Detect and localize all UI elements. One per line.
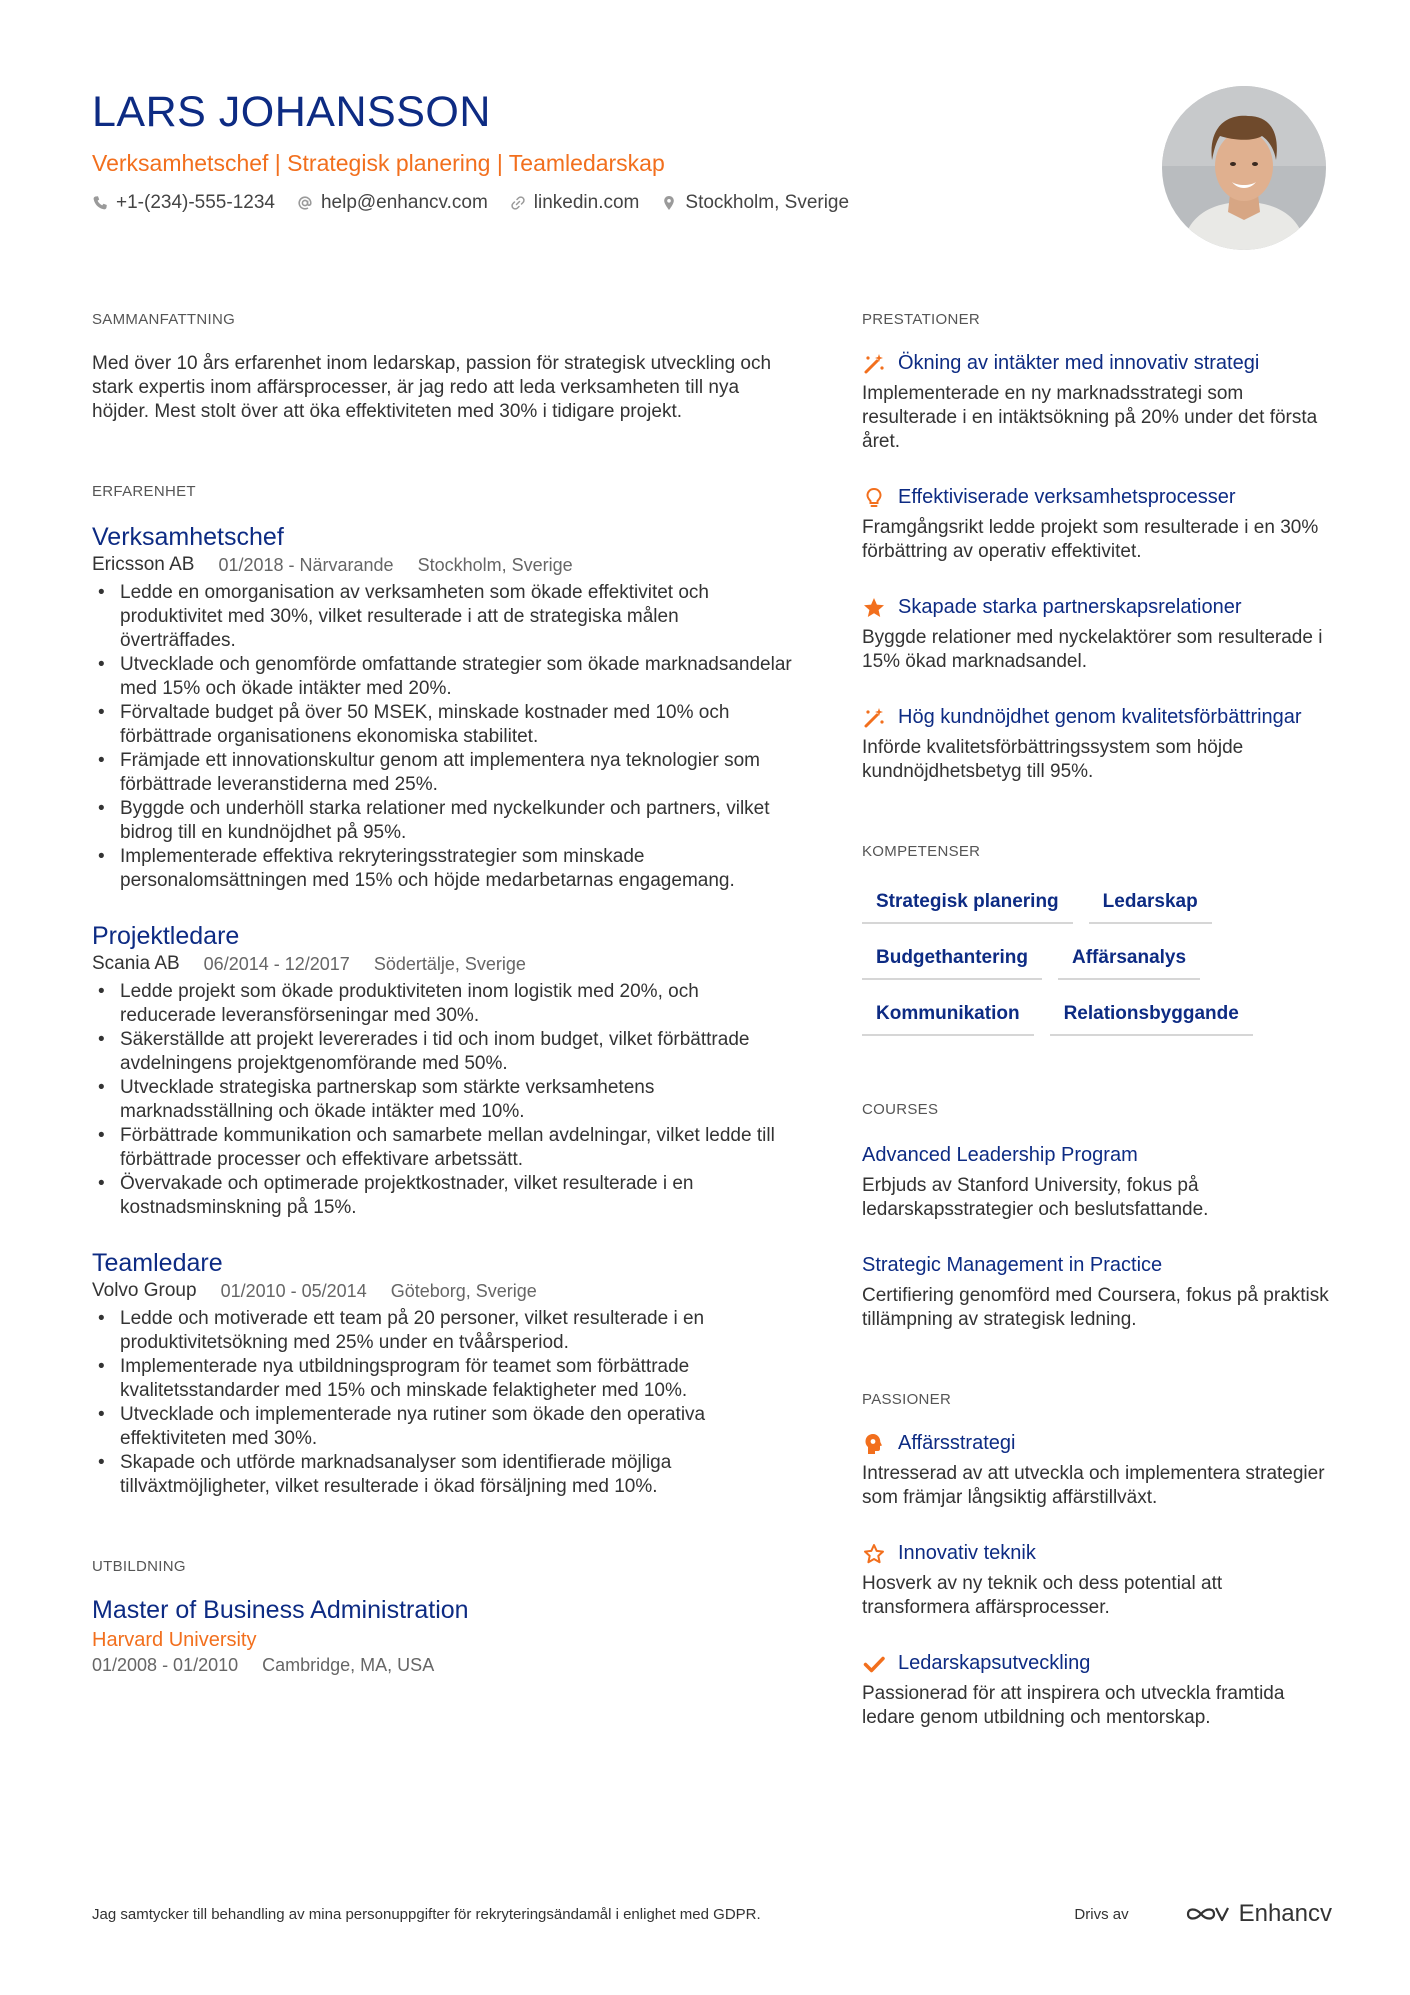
contact-location bbox=[661, 190, 849, 216]
course-desc: Certifiering genomförd med Coursera, fokus på praktisk tillämpning av strategisk ledning. bbox=[862, 1285, 1329, 1330]
job-date: 01/2010 - 05/2014 bbox=[220, 1281, 367, 1301]
achievement-item bbox=[862, 350, 1332, 454]
job-company: Ericsson AB bbox=[92, 554, 195, 575]
job-bullets bbox=[92, 980, 792, 1220]
passion-title: Ledarskapsutveckling bbox=[898, 1652, 1091, 1674]
experience-heading: ERFARENHET bbox=[92, 483, 196, 500]
job-company: Volvo Group bbox=[92, 1280, 197, 1301]
job-bullet: • Implementerade effektiva rekryteringsstrategier som minskade personalomsättningen med 15% och höjde medarbetarnas engagemang. bbox=[92, 845, 792, 893]
job-bullets bbox=[92, 1307, 792, 1499]
course-title: Strategic Management in Practice bbox=[862, 1254, 1163, 1276]
passions-heading: PASSIONER bbox=[862, 1391, 952, 1408]
phone-icon bbox=[92, 195, 108, 211]
passion-desc: Intresserad av att utveckla och implementera strategier som främjar långsiktig affärstillväxt. bbox=[862, 1463, 1325, 1508]
footer bbox=[92, 1900, 1332, 1928]
job-location: Göteborg, Sverige bbox=[390, 1281, 537, 1301]
contact-row bbox=[92, 190, 1172, 216]
job-bullet: • Skapade och utförde marknadsanalyser som identifierade möjliga tillväxtmöjligheter, vilket resulterade i ökad försäljning med 10%. bbox=[92, 1451, 792, 1499]
job-location: Södertälje, Sverige bbox=[373, 954, 526, 974]
lightbulb-icon bbox=[862, 486, 886, 510]
job-location: Stockholm, Sverige bbox=[417, 555, 573, 575]
course-item bbox=[862, 1142, 1332, 1222]
job-bullet: • Förbättrade kommunikation och samarbete mellan avdelningar, vilket ledde till förbättrade processer och effektivare arbetssätt. bbox=[92, 1124, 792, 1172]
brand-logo[interactable] bbox=[1185, 1900, 1332, 1928]
passion-desc: Passionerad för att inspirera och utveckla framtida ledare genom utbildning och mentorskap. bbox=[862, 1683, 1285, 1728]
email-text: help@enhancv.com bbox=[320, 192, 488, 213]
enhancv-logo-icon bbox=[1185, 1902, 1231, 1926]
passion-title: Affärsstrategi bbox=[898, 1432, 1016, 1454]
checkmark-icon bbox=[862, 1652, 886, 1676]
job-bullet: • Förvaltade budget på över 50 MSEK, minskade kostnader med 10% och förbättrade organisationens ekonomiska stabilitet. bbox=[92, 701, 792, 749]
candidate-name: LARS JOHANSSON bbox=[92, 88, 491, 136]
star-outline-icon bbox=[862, 1542, 886, 1566]
right-column bbox=[862, 310, 1332, 1730]
job-entry bbox=[92, 1248, 792, 1499]
resume-header bbox=[92, 84, 1172, 216]
passion-item bbox=[862, 1540, 1332, 1620]
job-meta bbox=[92, 553, 792, 577]
location-pin-icon bbox=[661, 195, 677, 211]
education-meta bbox=[92, 1653, 792, 1677]
gdpr-consent: Jag samtycker till behandling av mina personuppgifter för rekryteringsändamål i enlighet med GDPR. bbox=[92, 1905, 761, 1923]
job-bullet: • Utvecklade och implementerade nya rutiner som ökade den operativa effektiviteten med 30%. bbox=[92, 1403, 792, 1451]
job-bullet: • Övervakade och optimerade projektkostnader, vilket resulterade i en kostnadsminskning på 15%. bbox=[92, 1172, 792, 1220]
job-meta bbox=[92, 952, 792, 976]
achievement-title: Skapade starka partnerskapsrelationer bbox=[898, 596, 1242, 618]
job-bullet: • Byggde och underhöll starka relationer med nyckelkunder och partners, vilket bidrog till en kundnöjdhet på 95%. bbox=[92, 797, 792, 845]
wand-icon bbox=[862, 706, 886, 730]
achievement-item bbox=[862, 484, 1332, 564]
candidate-subtitle: Verksamhetschef | Strategisk planering | Teamledarskap bbox=[92, 150, 665, 176]
skill-tag: Budgethantering bbox=[862, 940, 1042, 980]
job-bullet: • Utvecklade och genomförde omfattande strategier som ökade marknadsandelar med 15% och ökade intäkter med 20%. bbox=[92, 653, 792, 701]
passion-desc: Hosverk av ny teknik och dess potential att transformera affärsprocesser. bbox=[862, 1573, 1223, 1618]
brand-name: Enhancv bbox=[1238, 1900, 1332, 1927]
job-title: Verksamhetschef bbox=[92, 523, 284, 551]
course-desc: Erbjuds av Stanford University, fokus på ledarskapsstrategier och beslutsfattande. bbox=[862, 1175, 1209, 1220]
job-bullet: • Utvecklade strategiska partnerskap som stärkte verksamhetens marknadsställning och ökade intäkter med 10%. bbox=[92, 1076, 792, 1124]
contact-email[interactable] bbox=[297, 190, 488, 216]
job-bullets bbox=[92, 581, 792, 893]
job-date: 01/2018 - Närvarande bbox=[218, 555, 394, 575]
achievements-heading: PRESTATIONER bbox=[862, 311, 981, 328]
achievement-desc: Införde kvalitetsförbättringssystem som höjde kundnöjdhetsbetyg till 95%. bbox=[862, 737, 1244, 782]
summary-heading: SAMMANFATTNING bbox=[92, 311, 236, 328]
achievement-title: Effektiviserade verksamhetsprocesser bbox=[898, 486, 1236, 508]
profile-photo bbox=[1162, 86, 1326, 250]
passion-item bbox=[862, 1650, 1332, 1730]
at-icon bbox=[297, 195, 313, 211]
achievement-desc: Byggde relationer med nyckelaktörer som resulterade i 15% ökad marknadsandel. bbox=[862, 627, 1323, 672]
head-gear-icon bbox=[862, 1432, 886, 1456]
job-bullet: • Ledde en omorganisation av verksamheten som ökade effektivitet och produktivitet med 30%, vilket resulterade i att de strategiska målen överträffades. bbox=[92, 581, 792, 653]
linkedin-text: linkedin.com bbox=[533, 192, 640, 213]
job-title: Projektledare bbox=[92, 922, 240, 950]
contact-linkedin[interactable] bbox=[510, 190, 640, 216]
course-title: Advanced Leadership Program bbox=[862, 1144, 1138, 1166]
education-location: Cambridge, MA, USA bbox=[262, 1655, 435, 1675]
passion-title: Innovativ teknik bbox=[898, 1542, 1036, 1564]
education-school: Harvard University bbox=[92, 1629, 257, 1651]
job-date: 06/2014 - 12/2017 bbox=[203, 954, 350, 974]
job-meta bbox=[92, 1279, 792, 1303]
passion-item bbox=[862, 1430, 1332, 1510]
job-bullet: • Implementerade nya utbildningsprogram för teamet som förbättrade kvalitetsstandarder med 15% och minskade felaktigheter med 10%. bbox=[92, 1355, 792, 1403]
job-entry bbox=[92, 522, 792, 893]
job-entry bbox=[92, 921, 792, 1220]
powered-by-label: Drivs av bbox=[1074, 1905, 1129, 1923]
achievement-desc: Implementerade en ny marknadsstrategi som resulterade i en intäktsökning på 20% under det första året. bbox=[862, 383, 1318, 452]
skill-tag: Ledarskap bbox=[1089, 884, 1212, 924]
achievement-desc: Framgångsrikt ledde projekt som resulterade i en 30% förbättring av operativ effektivitet. bbox=[862, 517, 1319, 562]
achievement-item bbox=[862, 594, 1332, 674]
job-bullet: • Ledde projekt som ökade produktiviteten inom logistik med 20%, och reducerade leveransförseningar med 30%. bbox=[92, 980, 792, 1028]
skill-tag: Relationsbyggande bbox=[1050, 996, 1253, 1036]
skill-tag: Kommunikation bbox=[862, 996, 1034, 1036]
skills-heading: KOMPETENSER bbox=[862, 843, 981, 860]
star-icon bbox=[862, 596, 886, 620]
education-heading: UTBILDNING bbox=[92, 1558, 186, 1575]
job-company: Scania AB bbox=[92, 953, 180, 974]
job-bullet: • Främjade ett innovationskultur genom att implementera nya teknologier som förbättrade leveranstiderna med 25%. bbox=[92, 749, 792, 797]
left-column bbox=[92, 310, 792, 1677]
link-icon bbox=[510, 195, 526, 211]
job-bullet: • Ledde och motiverade ett team på 20 personer, vilket resulterade i en produktivitetsökning med 25% under en tvåårsperiod. bbox=[92, 1307, 792, 1355]
job-title: Teamledare bbox=[92, 1249, 223, 1277]
job-bullet: • Säkerställde att projekt levererades i tid och inom budget, vilket förbättrade avdelningens projektgenomförande med 50%. bbox=[92, 1028, 792, 1076]
wand-icon bbox=[862, 352, 886, 376]
education-date: 01/2008 - 01/2010 bbox=[92, 1655, 239, 1675]
achievement-title: Ökning av intäkter med innovativ strategi bbox=[898, 352, 1260, 374]
achievement-title: Hög kundnöjdhet genom kvalitetsförbättringar bbox=[898, 706, 1302, 728]
phone-text: +1-(234)-555-1234 bbox=[116, 192, 275, 213]
courses-heading: COURSES bbox=[862, 1101, 939, 1118]
achievement-item bbox=[862, 704, 1332, 784]
education-degree: Master of Business Administration bbox=[92, 1596, 469, 1624]
course-item bbox=[862, 1252, 1332, 1332]
location-text: Stockholm, Sverige bbox=[685, 192, 850, 213]
skills-list bbox=[862, 884, 1332, 1052]
summary-text: Med över 10 års erfarenhet inom ledarskap, passion för strategisk utveckling och stark expertis inom affärsprocesser, är jag redo att leda verksamheten till nya höjder. Mest stolt över att öka effektiviteten med 30% i tidigare projekt. bbox=[92, 353, 772, 422]
contact-phone[interactable] bbox=[92, 190, 275, 216]
skill-tag: Strategisk planering bbox=[862, 884, 1073, 924]
skill-tag: Affärsanalys bbox=[1058, 940, 1200, 980]
